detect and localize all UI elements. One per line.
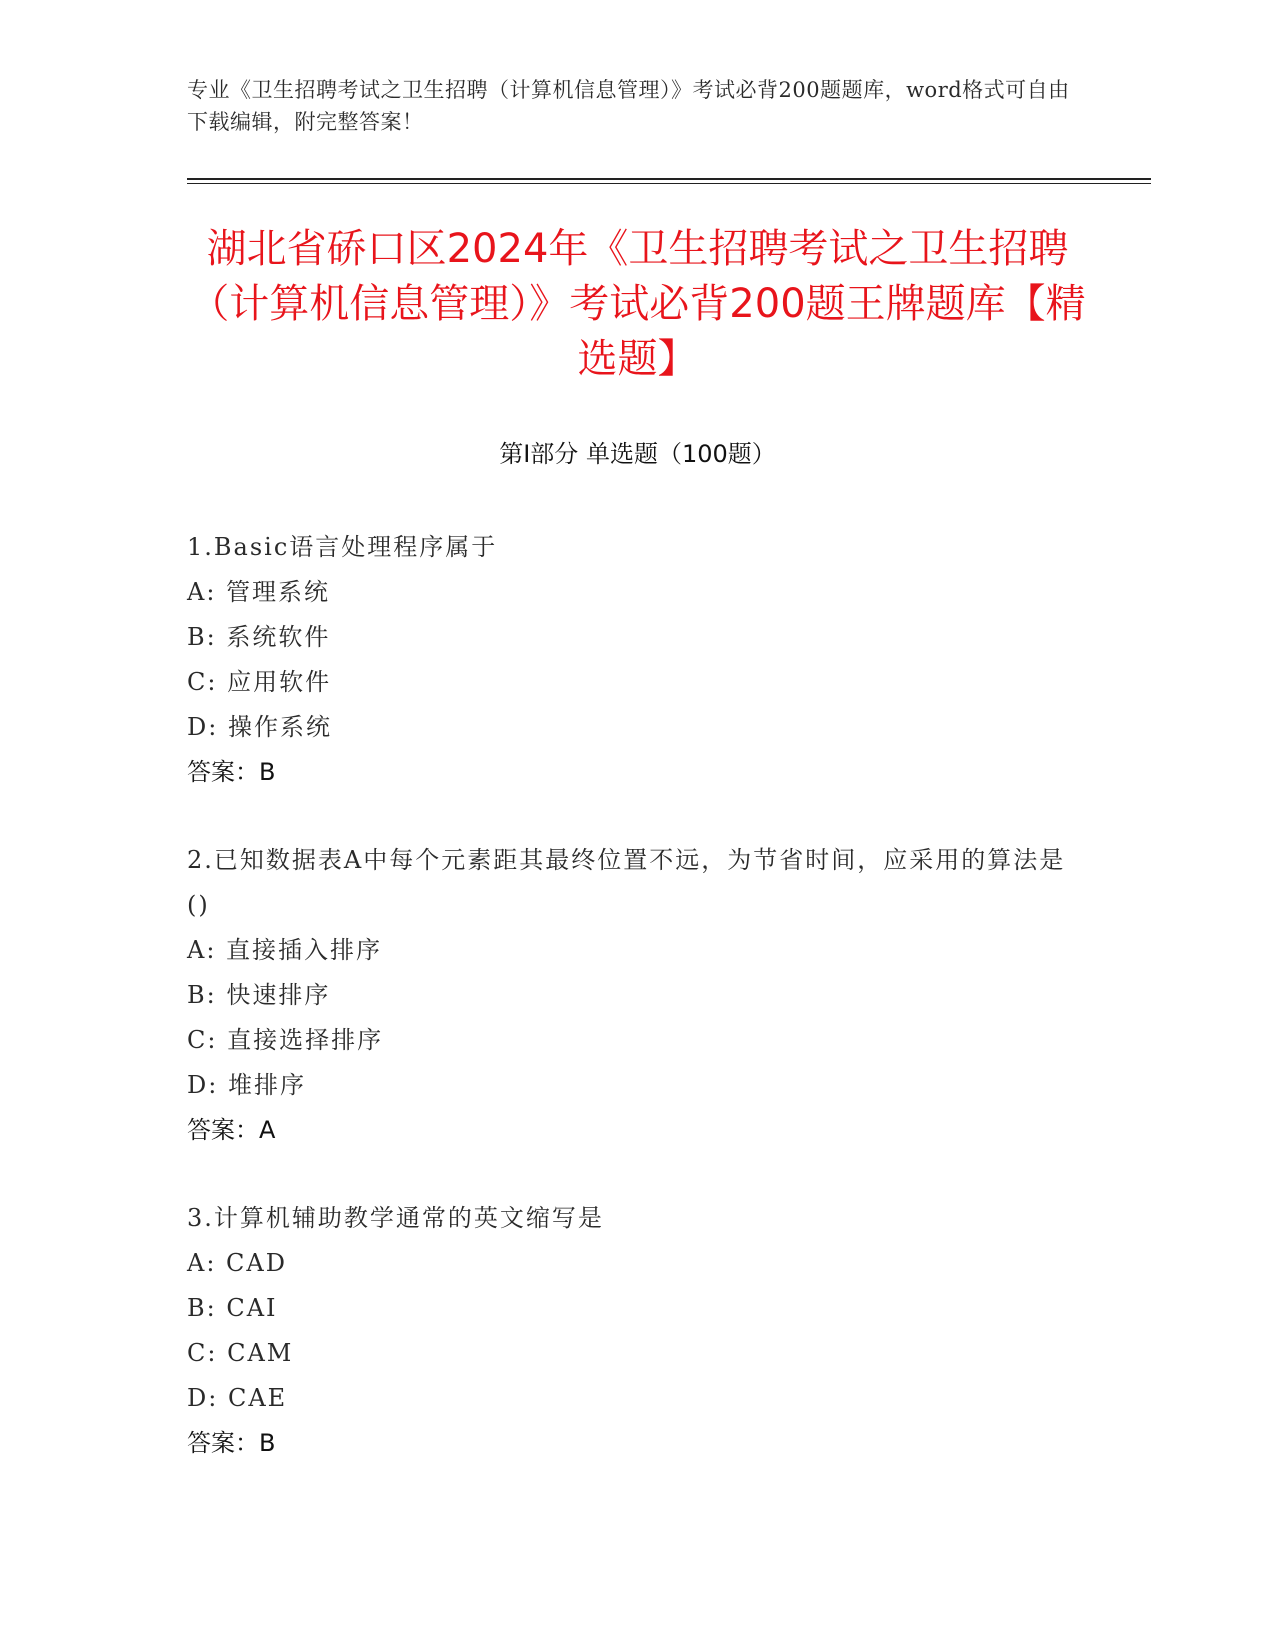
answer: 答案：B bbox=[187, 1429, 276, 1457]
question-3 bbox=[187, 1196, 1067, 1466]
question-stem: 3.计算机辅助教学通常的英文缩写是 bbox=[187, 1204, 604, 1232]
section-heading: 第Ⅰ部分 单选题（100题） bbox=[499, 440, 776, 468]
question-stem: 2.已知数据表A中每个元素距其最终位置不远，为节省时间，应采用的算法是() bbox=[187, 846, 1066, 919]
question-2 bbox=[187, 838, 1067, 1153]
option-c: C: 应用软件 bbox=[187, 668, 332, 696]
option-d: D: 堆排序 bbox=[187, 1071, 306, 1099]
option-b: B: 系统软件 bbox=[187, 623, 331, 651]
document-title: 湖北省硚口区2024年《卫生招聘考试之卫生招聘（计算机信息管理）》考试必背200题王牌题库【精选题】 bbox=[189, 226, 1086, 382]
option-d: D: 操作系统 bbox=[187, 713, 332, 741]
option-a: A: 直接插入排序 bbox=[187, 936, 383, 964]
answer: 答案：B bbox=[187, 758, 276, 786]
header-note: 专业《卫生招聘考试之卫生招聘（计算机信息管理）》考试必背200题题库，word格式可自由下载编辑，附完整答案！ bbox=[187, 78, 1070, 134]
question-stem: 1.Basic语言处理程序属于 bbox=[187, 533, 498, 561]
option-c: C: 直接选择排序 bbox=[187, 1026, 384, 1054]
option-c: C: CAM bbox=[187, 1339, 294, 1367]
option-d: D: CAE bbox=[187, 1384, 288, 1412]
option-b: B: CAI bbox=[187, 1294, 278, 1322]
option-b: B: 快速排序 bbox=[187, 981, 331, 1009]
answer: 答案：A bbox=[187, 1116, 276, 1144]
header-divider bbox=[187, 178, 1151, 184]
question-1 bbox=[187, 525, 1067, 795]
option-a: A: CAD bbox=[187, 1249, 287, 1277]
option-a: A: 管理系统 bbox=[187, 578, 331, 606]
question-list bbox=[187, 525, 1067, 1509]
